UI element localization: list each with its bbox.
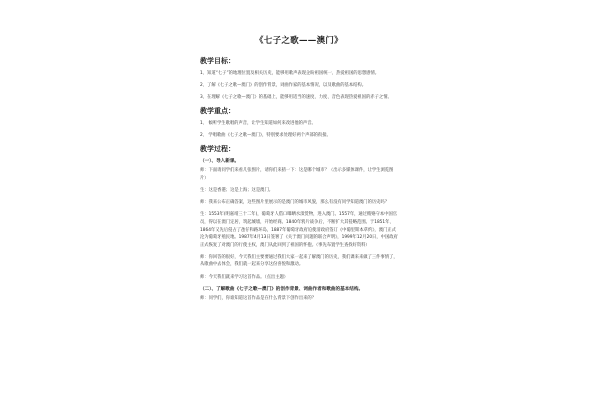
document xyxy=(200,34,398,307)
key-point-1: 1、 倾听学生歌唱的声音，让学生知道如何来改进他的声音。 xyxy=(200,121,316,127)
process-paragraph-5: 师：你回答的很好，今天我们主要要通过我们大家一起来了解澳门的历史，我们课来来做了三件事情了，从歌曲中去体会，我们就一起来分享这份喜悦和激动。 xyxy=(200,254,398,268)
section-heading-key-points: 教学重点： xyxy=(200,107,235,116)
key-point-2: 2、 学唱歌曲《七子之歌—澳门》，特别要求处理好两个声部的衔接。 xyxy=(200,133,331,139)
section-heading-process: 教学过程： xyxy=(200,145,235,154)
background-paragraph-1: 师：同学们，你谁知道这首作品是在什么背景下创作出来的？ xyxy=(200,295,317,301)
section-heading-objectives: 教学目标： xyxy=(200,57,235,65)
subheading-intro: （一）、导入新课。 xyxy=(200,159,240,165)
process-paragraph-2: 生：这是香港；这是上海；这是澳门。 xyxy=(200,188,274,194)
process-paragraph-1: 师：下面请同学们来看几张图片，请你们来猜一下：这是哪个城市？（出示多媒体课件，让学生浏览图片） xyxy=(200,168,394,182)
objective-2: 2、了解《七子之歌—澳门》的创作背景，词曲作家的基本情况，以及歌曲的基本结构。 xyxy=(200,83,367,89)
subheading-background: （二）、了解歌曲《七子之歌—澳门》的创作背景、词曲作者和歌曲的基本结构。 xyxy=(200,286,364,292)
process-paragraph-3: 师：我来公布正确答案，这些图片里展示的是澳门的城市风貌，那么有没有同学知道澳门的历史吗？ xyxy=(200,200,390,206)
objective-1: 1、知道“七子”的地理位置及相关历史，能够用歌声表现企盼祖国统一、热爱祖国的思想感情。 xyxy=(200,71,380,76)
objective-3: 3、在理解《七子之歌—澳门》的基础上，能够用适当的速度、力度、音色表现热爱祖国的赤子之情。 xyxy=(200,95,392,101)
process-paragraph-4: 生：1553年(明嘉靖三十二年)，葡萄牙人借口曝晒水渍货物，进入澳门。1557年，通过贿赂守本中国官员，得以在澳门定居，筑起城墙，开始经商。1840年鸦片战争后，不断扩大其侵略范围。于1851年、1864年又先后侵占了氹仔和路环岛，1887年葡萄牙政府迫使清政府签订《中葡里斯本草约》，澳门正式沦为葡萄牙殖民地。1987年4月13日签署了《关于澳门问题的联合声明》，1999年12月20日，中国政府正式恢复了对澳门的行使主权，澳门从此回到了祖国的怀抱。（事先布置学生查找好资料） xyxy=(200,212,398,248)
document-title: 《七子之歌——澳门》 xyxy=(254,36,343,46)
process-paragraph-6: 师：今天我们就来学习这首作品。（点出主题） xyxy=(200,274,289,280)
